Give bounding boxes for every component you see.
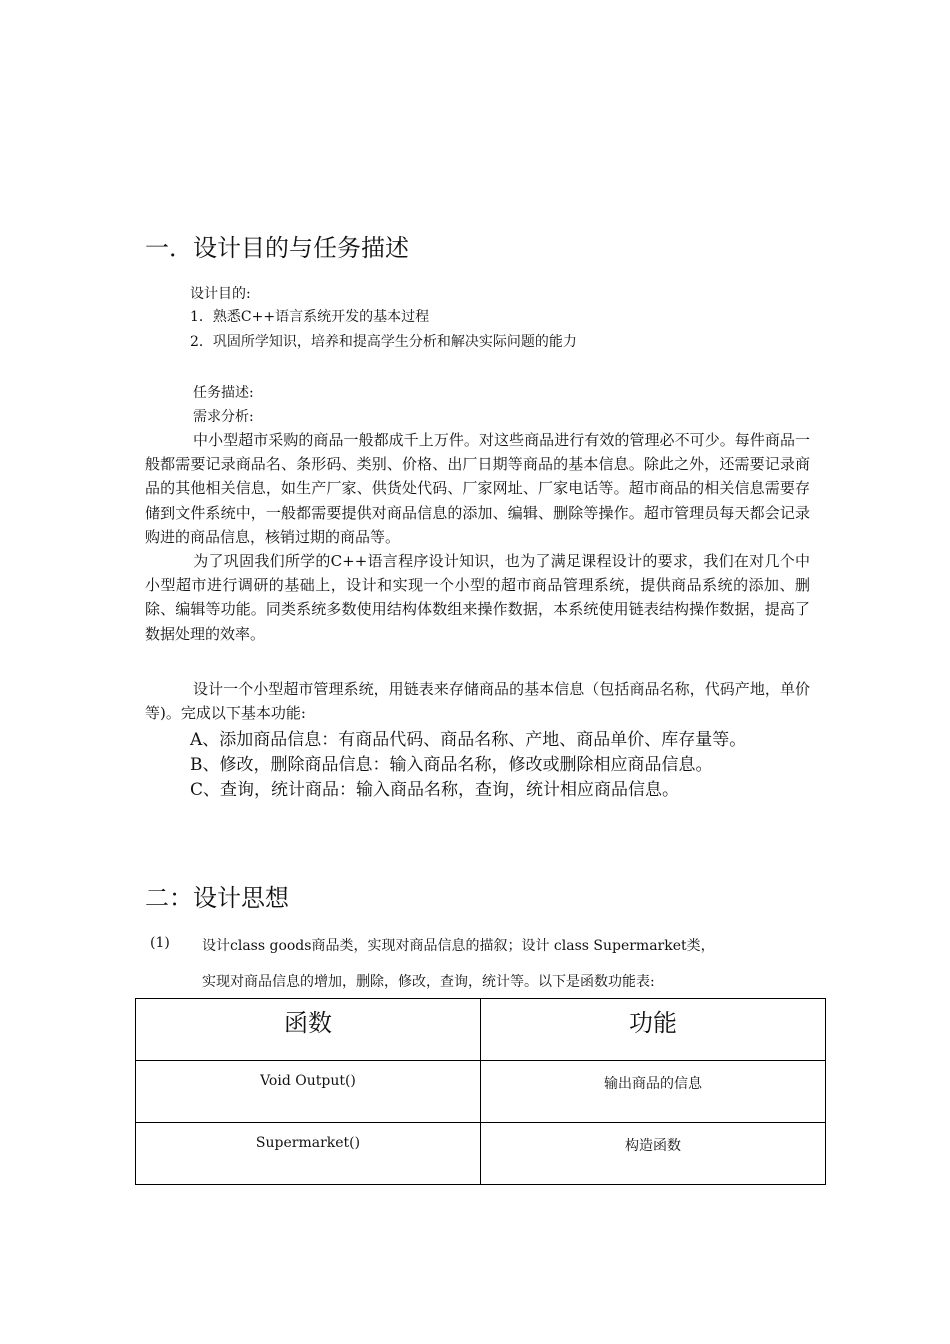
section2-heading: 二：设计思想 xyxy=(145,884,289,912)
paragraph-3-text: 设计一个小型超市管理系统，用链表来存储商品的基本信息（包括商品名称，代码产地，单价等)。完成以下基本功能: xyxy=(145,680,810,723)
function-item-c: C、查询，统计商品：输入商品名称，查询，统计相应商品信息。 xyxy=(190,780,680,800)
item-number: (1) xyxy=(150,935,170,951)
analysis-label: 需求分析: xyxy=(193,409,254,425)
table-cell-feature: 输出商品的信息 xyxy=(481,1061,826,1123)
table-header-row xyxy=(136,999,826,1061)
table-cell-function: Void Output() xyxy=(136,1061,481,1123)
purpose-item-1: 1．熟悉C++语言系统开发的基本过程 xyxy=(190,309,430,325)
paragraph-3 xyxy=(145,677,810,725)
item-line-1: 设计class goods商品类，实现对商品信息的描叙；设计 class Supermarket类， xyxy=(202,938,715,954)
paragraph-1-text: 中小型超市采购的商品一般都成千上万件。对这些商品进行有效的管理必不可少。每件商品一般都需要记录商品名、条形码、类别、价格、出厂日期等商品的基本信息。除此之外，还需要记录商品的其他相关信息，如生产厂家、供货处代码、厂家网址、厂家电话等。超市商品的相关信息需要存储到文件系统中，一般都需要提供对商品信息的添加、编辑、删除等操作。超市管理员每天都会记录购进的商品信息，核销过期的商品等。 xyxy=(145,431,810,546)
table-cell-function: Supermarket() xyxy=(136,1123,481,1185)
function-table xyxy=(135,998,826,1185)
paragraph-1 xyxy=(145,428,810,549)
table-row xyxy=(136,1061,826,1123)
function-item-b: B、修改，删除商品信息：输入商品名称，修改或删除相应商品信息。 xyxy=(190,755,713,775)
purpose-label: 设计目的: xyxy=(190,286,251,302)
table-header-function: 函数 xyxy=(136,999,481,1061)
purpose-item-2: 2．巩固所学知识，培养和提高学生分析和解决实际问题的能力 xyxy=(190,334,577,350)
table-cell-feature: 构造函数 xyxy=(481,1123,826,1185)
table-row xyxy=(136,1123,826,1185)
paragraph-2-text: 为了巩固我们所学的C++语言程序设计知识，也为了满足课程设计的要求，我们在对几个中小型超市进行调研的基础上，设计和实现一个小型的超市商品管理系统，提供商品系统的添加、删除、编辑等功能。同类系统多数使用结构体数组来操作数据，本系统使用链表结构操作数据，提高了数据处理的效率。 xyxy=(145,552,810,643)
function-item-a: A、添加商品信息：有商品代码、商品名称、产地、商品单价、库存量等。 xyxy=(190,730,747,750)
section1-heading: 一．设计目的与任务描述 xyxy=(145,234,409,262)
paragraph-2 xyxy=(145,549,810,646)
task-label: 任务描述: xyxy=(193,385,254,401)
table-header-feature: 功能 xyxy=(481,999,826,1061)
item-line-2: 实现对商品信息的增加，删除，修改，查询，统计等。以下是函数功能表: xyxy=(202,974,655,990)
